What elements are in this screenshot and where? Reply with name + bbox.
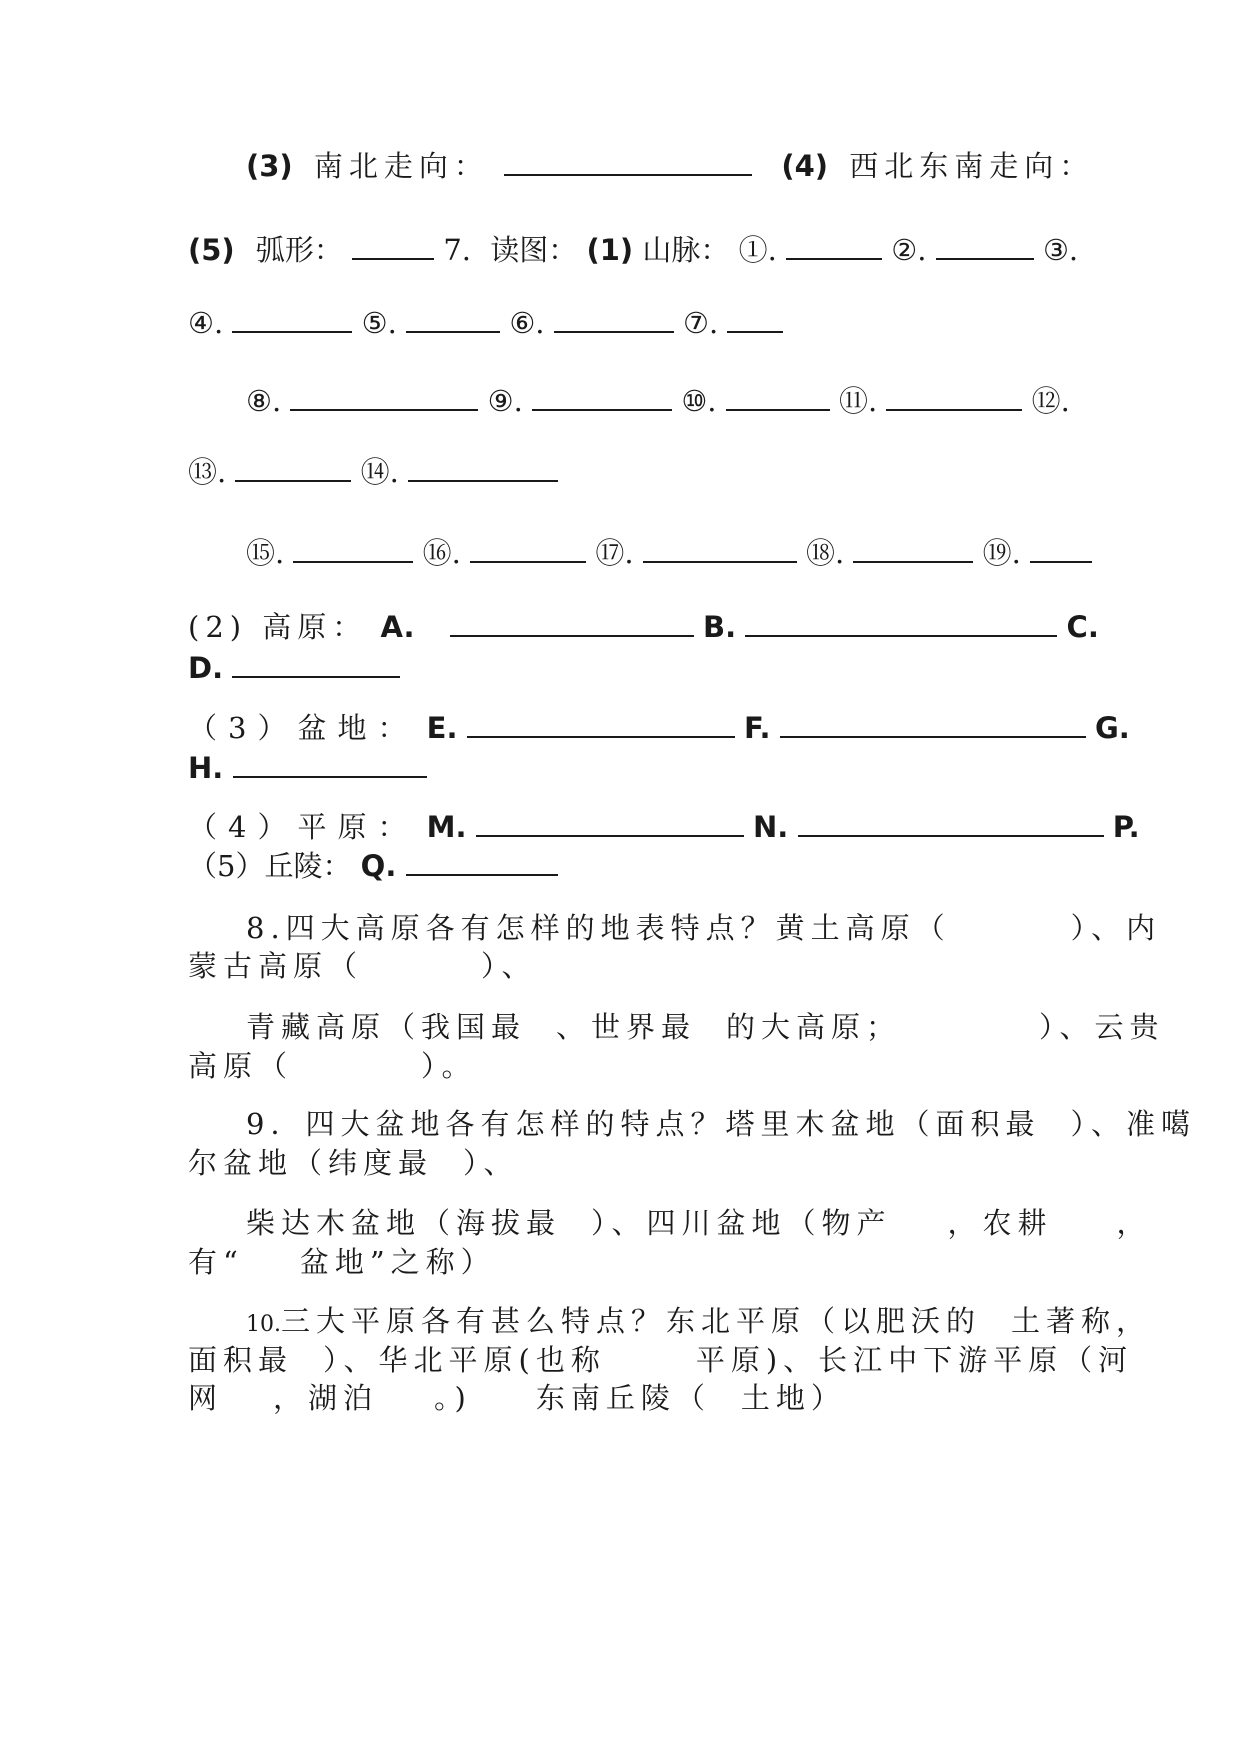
label-north-south: 南北走向： [313, 149, 489, 183]
blank-basin-f[interactable] [780, 708, 1086, 738]
q8-line-4 [188, 1048, 477, 1084]
q9-line-1 [246, 1106, 1196, 1142]
row-q6-directions [246, 146, 1094, 184]
blank-arc[interactable] [352, 230, 434, 260]
blank-mountain-15[interactable] [293, 533, 413, 563]
mark-4: ④. [188, 306, 224, 340]
mark-10: ⑩. [681, 384, 717, 418]
row-hills [188, 846, 558, 884]
letter-e: E. [426, 711, 458, 745]
blank-mountain-1[interactable] [786, 230, 882, 260]
q8-text-3b: 、世界最 [556, 1010, 697, 1044]
q10-text-1a: 三大平原各有甚么特点？东北平原（以肥沃的 [281, 1304, 982, 1338]
blank-mountain-9[interactable] [532, 381, 672, 411]
row-basin-h [188, 748, 427, 786]
blank-mountain-14[interactable] [408, 452, 558, 482]
mark-18: ⑱. [805, 536, 845, 570]
q10-text-2c: 平原)、长江中下游平原（河 [695, 1343, 1134, 1377]
mark-17: ⑰. [595, 536, 634, 570]
q10-line-2 [188, 1342, 1133, 1378]
q8-text-2-end: ）、 [481, 949, 537, 983]
row-mountains-3 [246, 381, 1070, 419]
letter-q: Q. [360, 849, 397, 883]
blank-mountain-16[interactable] [470, 533, 586, 563]
q8-line-3 [246, 1009, 1165, 1045]
label-hills: （5）丘陵： [188, 849, 352, 883]
item-number-1: (1) [586, 233, 634, 267]
row-plateaus [188, 607, 1099, 645]
mark-8: ⑧. [246, 384, 282, 418]
q9-line-3 [246, 1205, 1152, 1241]
blank-plateau-d[interactable] [232, 648, 400, 678]
q9-text-4b: 盆地”之称） [299, 1245, 496, 1279]
q9-text-2: 尔盆地（纬度最 [188, 1146, 434, 1180]
blank-basin-e[interactable] [467, 708, 735, 738]
label-mountains: 山脉： [642, 233, 730, 267]
label-plains: （4）平原： [188, 810, 418, 844]
blank-mountain-7[interactable] [727, 303, 783, 333]
label-plateaus: (2) 高原： [188, 610, 368, 644]
blank-basin-h[interactable] [233, 748, 427, 778]
q10-text-3d: 东南丘陵（ [535, 1381, 711, 1415]
mark-12: ⑫. [1031, 384, 1070, 418]
mark-5: ⑤. [361, 306, 397, 340]
letter-g: G. [1094, 711, 1130, 745]
q9-text-3a: 柴达木盆地（海拔最 [246, 1206, 562, 1240]
row-mountains-2 [188, 303, 783, 341]
question-number-10: 10. [246, 1312, 281, 1337]
mark-14: ⑭. [360, 455, 399, 489]
q10-text-3c: 。) [434, 1381, 472, 1415]
mark-2: ②. [891, 233, 927, 267]
letter-b: B. [702, 610, 737, 644]
mark-13: ⑬. [188, 455, 227, 489]
label-basins: （3）盆地： [188, 711, 418, 745]
blank-mountain-2[interactable] [936, 230, 1034, 260]
row-plains [188, 807, 1140, 845]
blank-north-south[interactable] [504, 146, 752, 176]
mark-11: ⑪. [838, 384, 878, 418]
label-northwest-southeast: 西北东南走向： [849, 149, 1095, 183]
blank-mountain-5[interactable] [406, 303, 500, 333]
blank-mountain-10[interactable] [726, 381, 830, 411]
mark-19: ⑲. [982, 536, 1021, 570]
mark-6: ⑥. [509, 306, 545, 340]
mark-16: ⑯. [422, 536, 461, 570]
q10-text-3a: 网 [188, 1381, 224, 1415]
blank-mountain-11[interactable] [886, 381, 1022, 411]
blank-mountain-19[interactable] [1030, 533, 1092, 563]
row-mountains-4 [188, 452, 558, 490]
q10-text-1b: 土著称， [1011, 1304, 1152, 1338]
row-basins [188, 708, 1130, 746]
item-number-3: (3) [246, 149, 293, 183]
q9-line-2 [188, 1145, 519, 1181]
question-number-7: 7. [443, 233, 472, 267]
blank-plain-n[interactable] [798, 807, 1104, 837]
blank-mountain-6[interactable] [554, 303, 674, 333]
q10-text-3b: ，湖泊 [273, 1381, 379, 1415]
blank-mountain-8[interactable] [290, 381, 478, 411]
letter-a: A. [380, 610, 415, 644]
blank-mountain-17[interactable] [643, 533, 797, 563]
row-q6-arc-q7-start [188, 230, 1078, 268]
q8-text-1-end: ）、内 [1070, 911, 1162, 945]
q9-line-4 [188, 1244, 496, 1280]
q8-line-1 [246, 910, 1161, 946]
mark-9: ⑨. [487, 384, 523, 418]
q10-line-3 [188, 1380, 846, 1416]
row-plateau-d [188, 648, 400, 686]
blank-hill-q[interactable] [406, 846, 558, 876]
q8-text-3-end: ）、云贵 [1039, 1010, 1165, 1044]
item-number-5: (5) [188, 233, 235, 267]
q8-text-2: 蒙古高原（ [188, 949, 364, 983]
q10-text-2a: 面积最 [188, 1343, 294, 1377]
blank-mountain-13[interactable] [235, 452, 351, 482]
q9-text-3c: ，农耕 [947, 1206, 1053, 1240]
q9-text-1: 9．四大盆地各有怎样的特点？塔里木盆地（面积最 [246, 1107, 1041, 1141]
q9-text-3b: ）、四川盆地（物产 [591, 1206, 892, 1240]
letter-d: D. [188, 651, 224, 685]
q10-text-3e: 土地） [740, 1381, 846, 1415]
q8-text-3c: 的大高原； [726, 1010, 902, 1044]
blank-mountain-4[interactable] [232, 303, 352, 333]
q8-line-2 [188, 948, 537, 984]
mark-7: ⑦. [682, 306, 719, 340]
letter-h: H. [188, 751, 224, 785]
q9-text-4a: 有“ [188, 1245, 244, 1279]
letter-p: P. [1112, 810, 1140, 844]
q8-text-1: 8.四大高原各有怎样的地表特点？黄土高原（ [246, 911, 951, 945]
label-arc: 弧形： [255, 233, 343, 267]
q8-text-4: 高原（ [188, 1049, 294, 1083]
letter-m: M. [426, 810, 467, 844]
q10-text-2b: ）、华北平原(也称 [323, 1343, 606, 1377]
blank-plateau-b[interactable] [745, 607, 1057, 637]
q8-text-4-end: ）。 [421, 1049, 477, 1083]
q8-text-3a: 青藏高原（我国最 [246, 1010, 527, 1044]
q9-text-2-end: ）、 [463, 1146, 519, 1180]
letter-n: N. [752, 810, 789, 844]
row-mountains-5 [246, 533, 1092, 571]
q9-text-3-end: ， [1116, 1206, 1152, 1240]
blank-plateau-a[interactable] [450, 607, 694, 637]
item-number-4: (4) [781, 149, 829, 183]
letter-f: F. [743, 711, 771, 745]
blank-mountain-18[interactable] [853, 533, 973, 563]
mark-15: ⑮. [246, 536, 285, 570]
blank-plain-m[interactable] [476, 807, 744, 837]
q9-text-1-end: ）、准噶 [1070, 1107, 1196, 1141]
label-read-map: 读图： [490, 233, 578, 267]
mark-1: ①. [738, 233, 777, 267]
letter-c: C. [1066, 610, 1099, 644]
mark-3: ③. [1042, 233, 1079, 267]
q10-line-1 [246, 1303, 1151, 1343]
